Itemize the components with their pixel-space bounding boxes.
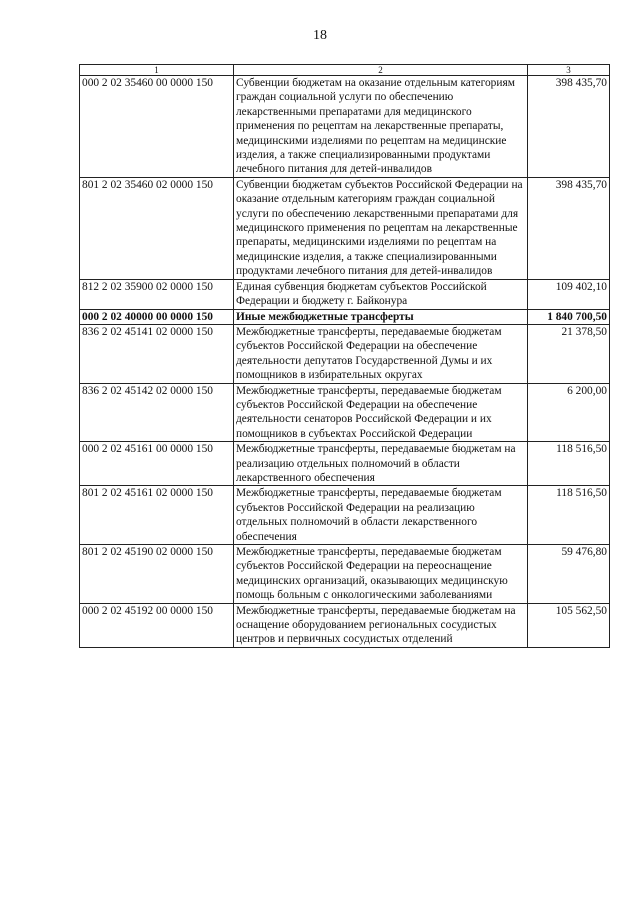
amount-cell: 6 200,00 [528,383,610,442]
table-header-row [80,65,610,76]
budget-code-cell: 812 2 02 35900 02 0000 150 [80,279,234,309]
amount-cell: 21 378,50 [528,324,610,383]
column-header-amount: 3 [528,65,610,76]
description-cell: Межбюджетные трансферты, передаваемые бюджетам субъектов Российской Федерации на переоснащение медицинских организаций, оказывающих медицинскую помощь больным с онкологическими заболеваниями [234,545,528,604]
amount-cell: 105 562,50 [528,603,610,647]
table-row [80,486,610,545]
description-cell: Единая субвенция бюджетам субъектов Российской Федерации и бюджету г. Байконура [234,279,528,309]
table-row [80,383,610,442]
table-row [80,324,610,383]
table-row [80,177,610,279]
column-header-name: 2 [234,65,528,76]
table-row [80,545,610,604]
description-cell: Межбюджетные трансферты, передаваемые бюджетам субъектов Российской Федерации на реализацию отдельных полномочий в области лекарственного обеспечения [234,486,528,545]
budget-code-cell: 836 2 02 45141 02 0000 150 [80,324,234,383]
table-row [80,76,610,178]
description-cell: Межбюджетные трансферты, передаваемые бюджетам на реализацию отдельных полномочий в области лекарственного обеспечения [234,442,528,486]
page-number: 18 [313,28,327,43]
budget-code-cell: 801 2 02 45190 02 0000 150 [80,545,234,604]
description-cell: Межбюджетные трансферты, передаваемые бюджетам субъектов Российской Федерации на обеспечение деятельности депутатов Государственной Думы и их помощников в избирательных округах [234,324,528,383]
description-cell: Межбюджетные трансферты, передаваемые бюджетам субъектов Российской Федерации на обеспечение деятельности сенаторов Российской Федерации и их помощников в субъектах Российской Федерации [234,383,528,442]
amount-cell: 1 840 700,50 [528,309,610,324]
budget-code-cell: 801 2 02 35460 02 0000 150 [80,177,234,279]
description-cell: Субвенции бюджетам субъектов Российской Федерации на оказание отдельным категориям граждан социальной услуги по обеспечению лекарственными препаратами для медицинского применения по рецептам на лекарственные препараты, медицинскими изделиями по рецептам на медицинские изделия, а также специализированными продуктами лечебного питания для детей-инвалидов [234,177,528,279]
budget-code-cell: 000 2 02 40000 00 0000 150 [80,309,234,324]
budget-table [79,64,610,648]
amount-cell: 109 402,10 [528,279,610,309]
table-row [80,603,610,647]
amount-cell: 118 516,50 [528,486,610,545]
amount-cell: 398 435,70 [528,76,610,178]
table-row [80,442,610,486]
table-row [80,279,610,309]
column-header-code: 1 [80,65,234,76]
amount-cell: 398 435,70 [528,177,610,279]
description-cell: Иные межбюджетные трансферты [234,309,528,324]
amount-cell: 118 516,50 [528,442,610,486]
description-cell: Субвенции бюджетам на оказание отдельным категориям граждан социальной услуги по обеспечению лекарственными препаратами для медицинского применения по рецептам на лекарственные препараты, медицинскими изделиями по рецептам на медицинские изделия, а также специализированными продуктами лечебного питания для детей-инвалидов [234,76,528,178]
budget-code-cell: 801 2 02 45161 02 0000 150 [80,486,234,545]
budget-code-cell: 000 2 02 45192 00 0000 150 [80,603,234,647]
amount-cell: 59 476,80 [528,545,610,604]
budget-code-cell: 000 2 02 35460 00 0000 150 [80,76,234,178]
table-row-subtotal [80,309,610,324]
description-cell: Межбюджетные трансферты, передаваемые бюджетам на оснащение оборудованием региональных сосудистых центров и первичных сосудистых отделений [234,603,528,647]
budget-code-cell: 000 2 02 45161 00 0000 150 [80,442,234,486]
budget-code-cell: 836 2 02 45142 02 0000 150 [80,383,234,442]
